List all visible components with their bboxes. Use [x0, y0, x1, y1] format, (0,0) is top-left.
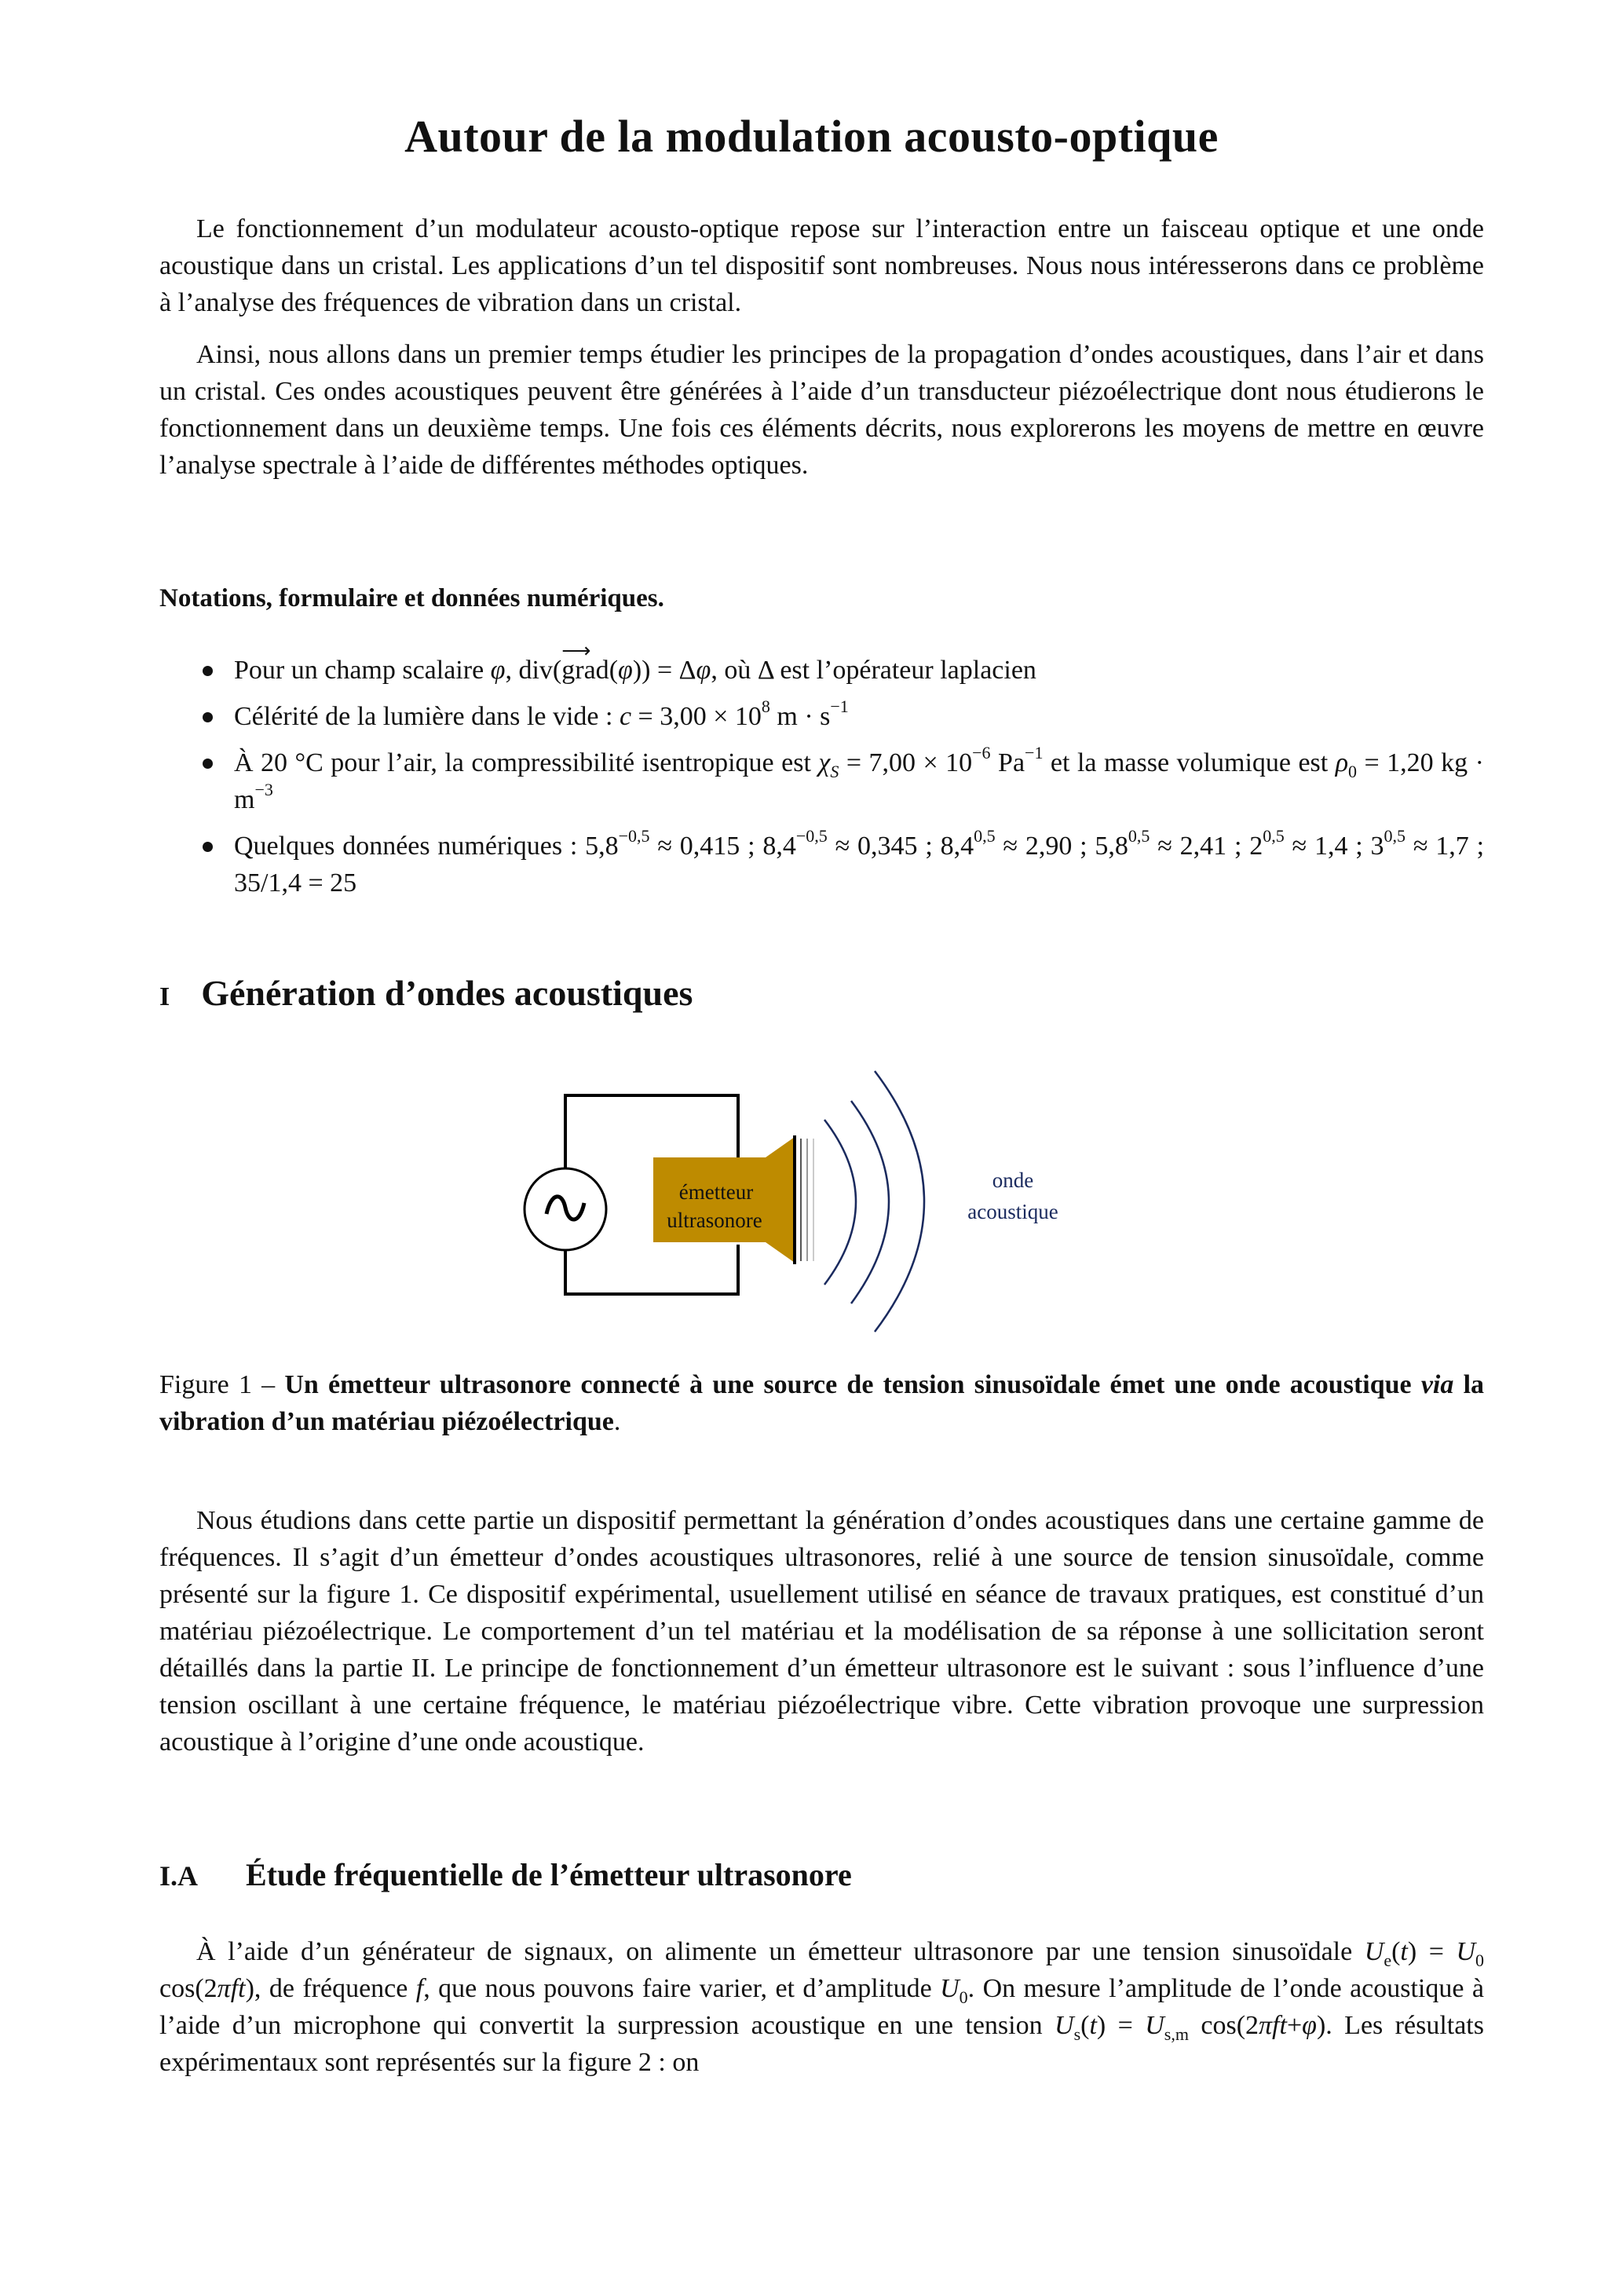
intro-paragraph-1 [159, 210, 1484, 321]
notation-item-air [159, 744, 1484, 818]
equation-Us: $U_s(t) = U_{s,m}$ cos(2πft+φ) [1055, 2011, 1326, 2044]
notation-item-text: Pour un champ scalaire φ, div(grad ⟶ (φ)) = Δφ, où Δ est l’opérateur laplacien [234, 639, 1036, 685]
wave-label-line1: onde [992, 1168, 1034, 1192]
section-1A-paragraph [159, 1933, 1484, 2081]
intro-paragraph-1-text: Le fonctionnement d’un modulateur acousto-optique repose sur l’interaction entre un faisceau optique et une onde acoustique dans un cristal. Les applications d’un tel dispositif sont nombreuses. Nous nous intéresserons dans ce problème à l’analyse des fréquences de vibration dans un cristal. [159, 214, 1484, 317]
caption-end: . [613, 1407, 621, 1436]
wave-label-line2: acoustique [967, 1200, 1058, 1223]
ac-source-icon [525, 1168, 606, 1250]
emitter-label-line1: émetteur [678, 1180, 754, 1204]
acoustic-wave-icon [824, 1071, 924, 1332]
bullet-icon [203, 712, 213, 722]
notation-item-light-speed [159, 698, 1484, 735]
bullet-icon [203, 842, 213, 852]
section-number: I [159, 982, 170, 1011]
notation-item-text: Célérité de la lumière dans le vide : $c = 3,00 \times 10^8$ $m \cdot s^{-1}$ [234, 696, 849, 731]
caption-italic: via [1420, 1370, 1454, 1399]
section-heading-1 [159, 972, 693, 1014]
caption-bold-1: Un émetteur ultrasonore connecté à une source de tension sinusoïdale émet une onde acoustique [284, 1370, 1412, 1399]
caption-bold-2: la vibration d’un matériau piézoélectrique [159, 1370, 1485, 1436]
notation-item-laplacian [159, 639, 1484, 689]
notations-heading: Notations, formulaire et données numériques. [159, 584, 664, 612]
figure-1-caption [159, 1366, 1484, 1440]
notation-item-text: À 20 °C pour l’air, la compressibilité isentropique est $\chi_S = 7,00 \times 10^{-6}$ $Pa^{-1}$ et la masse volumique est $\rho_0 = 1,20$ kg · $m^{-3}$ [234, 742, 1484, 814]
subsection-heading-1A [159, 1856, 852, 1893]
figure-1-diagram [503, 1068, 1099, 1335]
notations-list [159, 639, 1485, 911]
notation-item-text: Quelques données numériques : $5,8^{-0,5} \approx 0,415$ ; $8,4^{-0,5} \approx 0,345$ ; $8,4^{0,5} \approx 2,90$ ; $5,8^{0,5} \approx 2,41$ ; $2^{0,5} \approx 1,4$ ; $3^{0,5} \approx 1,7$ ; 35/1,4 = 25 [234, 825, 1485, 898]
bullet-icon [203, 666, 213, 676]
subsection-number: I.A [159, 1860, 199, 1892]
intro-paragraph-2-text: Ainsi, nous allons dans un premier temps étudier les principes de la propagation d’ondes acoustiques, dans l’air et dans un cristal. Ces ondes acoustiques peuvent être générées à l’aide d’un transducteur piézoélectrique dont nous étudierons le fonctionnement dans un deuxième temps. Une fois ces éléments décrits, nous explorerons les moyens de mettre en œuvre l’analyse spectrale à l’aide de différentes méthodes optiques. [159, 340, 1484, 480]
page-title: Autour de la modulation acousto-optique [404, 111, 1219, 162]
subsection-title: Étude fréquentielle de l’émetteur ultrasonore [246, 1857, 852, 1892]
intro-paragraph-2 [159, 336, 1484, 484]
paragraph-mid: , de fréquence f, que nous pouvons faire varier, et d’amplitude $U_0$. On mesure l’amplitude de l’onde acoustique à l’aide d’un microphone qui convertit la surpression acoustique en une tension [159, 1974, 1484, 2040]
caption-prefix: Figure 1 – [159, 1370, 276, 1399]
paragraph-end: . Les résultats expérimentaux sont représentés sur la figure 2 : on [159, 2011, 1484, 2077]
equation-Ue: $U_e(t) = U_0$ cos(2πft) [159, 1937, 1485, 2003]
ultrasonic-emitter-icon [653, 1135, 813, 1264]
section-title: Génération d’ondes acoustiques [201, 973, 693, 1013]
notation-item-numeric [159, 825, 1485, 901]
paragraph-start: À l’aide d’un générateur de signaux, on alimente un émetteur ultrasonore par une tension sinusoïdale [196, 1937, 1353, 1966]
section-1-paragraph [159, 1502, 1484, 1760]
section-1-paragraph-text: Nous étudions dans cette partie un dispositif permettant la génération d’ondes acoustiques dans une certaine gamme de fréquences. Il s’agit d’un émetteur d’ondes acoustiques ultrasonores, relié à une source de tension sinusoïdale, comme présenté sur la figure 1. Ce dispositif expérimental, usuellement utilisé en séance de travaux pratiques, est constitué d’un matériau piézoélectrique. Le comportement d’un tel matériau et la modélisation de sa réponse à une sollicitation seront détaillés dans la partie II. Le principe de fonctionnement d’un émetteur ultrasonore est le suivant : sous l’influence d’une tension oscillant à une certaine fréquence, le matériau piézoélectrique vibre. Cette vibration provoque une surpression acoustique à l’origine d’une onde acoustique. [159, 1506, 1484, 1757]
bullet-icon [203, 759, 213, 769]
emitter-label-line2: ultrasonore [667, 1208, 762, 1232]
